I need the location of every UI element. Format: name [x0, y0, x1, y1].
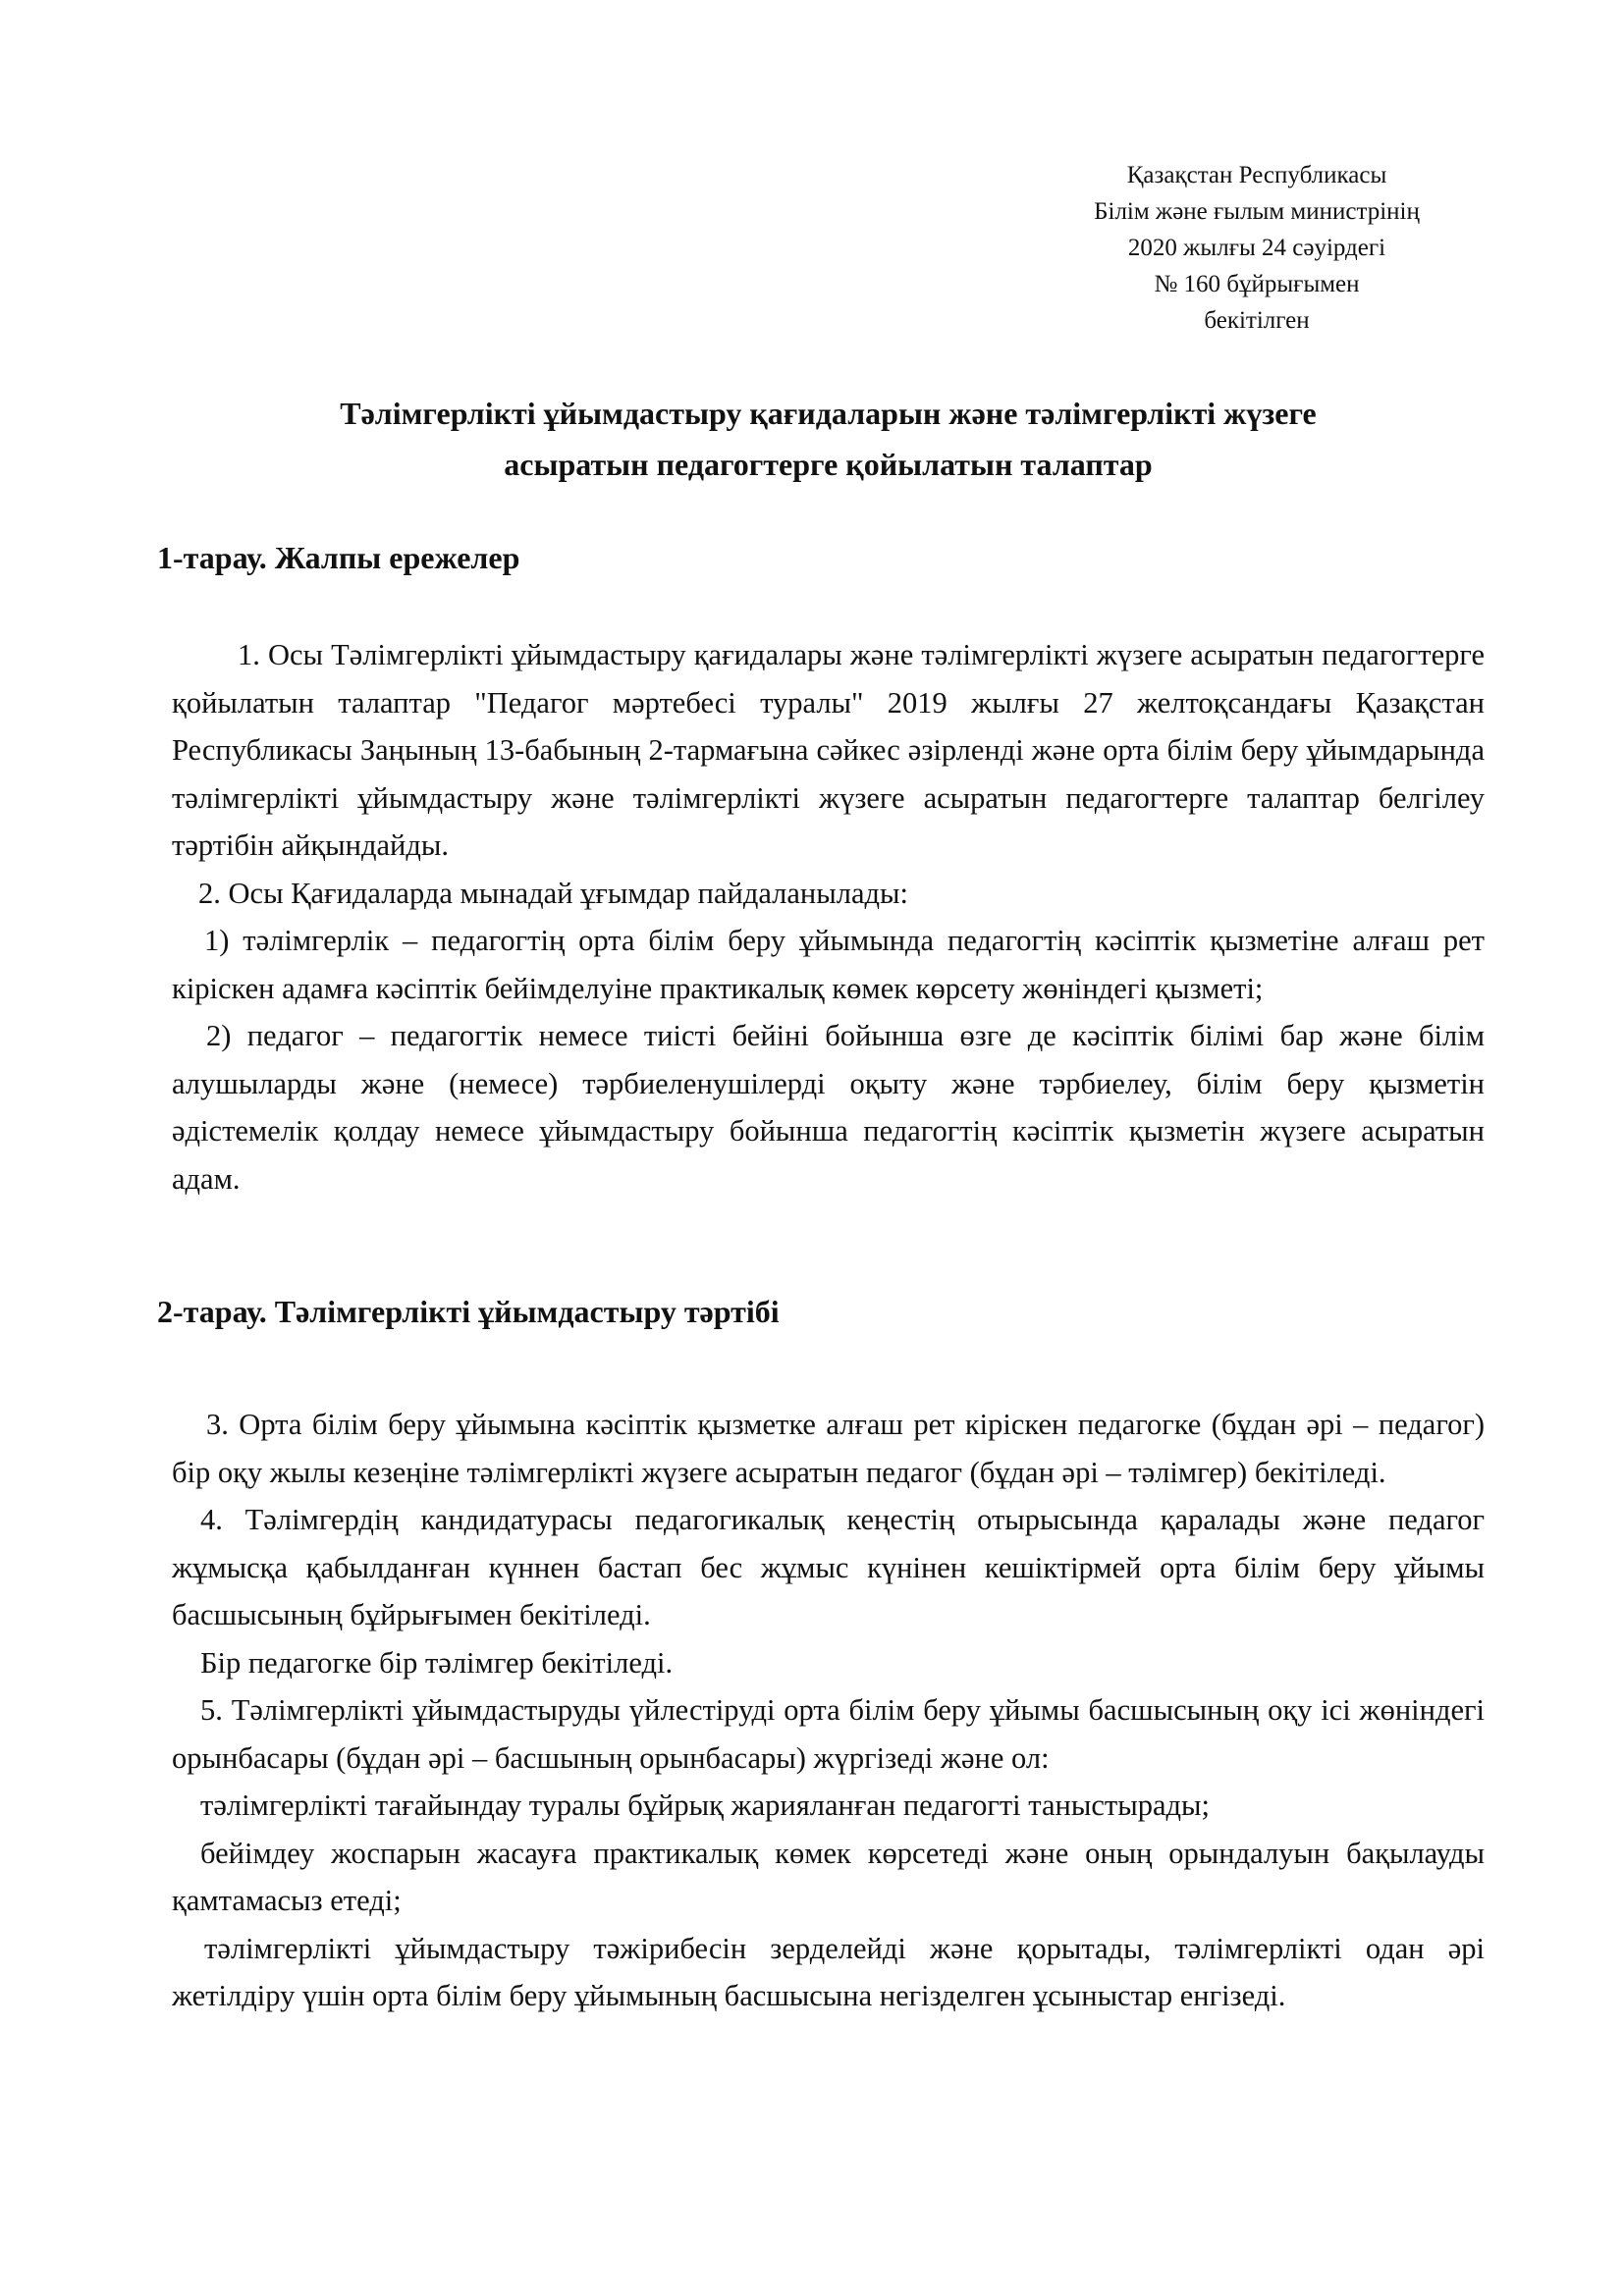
section-heading-1: 1-тарау. Жалпы ережелер [157, 540, 520, 575]
paragraph: 3. Орта білім беру ұйымына кәсіптік қызметке алғаш рет кірiскен педагогке (бұдан әрі – педагог) бір оқу жылы кезеңіне тәлімгерлікті жүзеге асыратын педагог (бұдан әрі – тәлімгер) бекітіледі. [172, 1408, 1485, 1489]
paragraph: Бір педагогке бір тәлімгер бекітіледі. [200, 1645, 674, 1680]
paragraph: тәлімгерлікті ұйымдастыру тәжірибесін зерделейді және қорытады, тәлімгерлікті одан әрі жетілдіру үшін орта білім беру ұйымының басшысына негізделген ұсыныстар енгізеді. [172, 1931, 1485, 2012]
approval-line: бекітілген [1204, 307, 1310, 334]
approval-line: Білім және ғылым министрінің [1094, 198, 1420, 225]
approval-line: Қазақстан Республикасы [1126, 162, 1387, 188]
title-line-1: Тәлімгерлікті ұйымдастыру қағидаларын және тәлімгерлікті жүзеге [340, 396, 1317, 431]
section-2-body [172, 1401, 1485, 2020]
section-1-body [172, 631, 1485, 1202]
paragraph: тәлімгерлікті тағайындау туралы бұйрық жарияланған педагогті таныстырады; [200, 1789, 1210, 1822]
paragraph: 2) педагог – педагогтік немесе тиісті бейіні бойынша өзге де кәсіптік білімі бар және білім алушыларды және (немесе) тәрбиеленушілерді оқыту және тәрбиелеу, білім беру қызметін әдістемелік қолдау немесе ұйымдастыру бойынша педагогтің кәсіптік қызметін жүзеге асыратын адам. [172, 1019, 1485, 1196]
paragraph: 5. Тәлімгерлікті ұйымдастыруды үйлестіруді орта білім беру ұйымы басшысының оқу ісі жөніндегі орынбасары (бұдан әрі – басшының орынбасары) жүргізеді және ол: [172, 1693, 1485, 1775]
paragraph: 1. Осы Тәлімгерлікті ұйымдастыру қағидалары және тәлімгерлікті жүзеге асыратын педагогтерге қойылатын талаптар "Педагог мәртебесі туралы" 2019 жылғы 27 желтоқсандағы Қазақстан Республикасы Заңының 13-бабының 2-тармағына сәйкес әзірленді және орта білім беру ұйымдарында тәлімгерлікті ұйымдастыру және тәлімгерлікті жүзеге асыратын педагогтерге талаптар белгілеу тәртібін айқындайды. [172, 638, 1485, 862]
approval-stamp [1021, 157, 1492, 339]
document-title [172, 388, 1485, 490]
approval-line: 2020 жылғы 24 сәуірдегі [1127, 235, 1386, 261]
paragraph: 4. Тәлімгердің кандидатурасы педагогикалық кеңестің отырысында қаралады және педагог жұмысқа қабылданған күннен бастап бес жұмыс күнінен кешіктірмей орта білім беру ұйымы басшысының бұйрығымен бекітіледі. [172, 1503, 1485, 1631]
section-heading-2: 2-тарау. Тәлімгерлікті ұйымдастыру тәртібі [157, 1294, 780, 1329]
title-line-2: асыратын педагогтерге қойылатын талаптар [504, 447, 1153, 482]
paragraph: 1) тәлімгерлік – педагогтің орта білім беру ұйымында педагогтің кәсіптік қызметіне алғаш рет кірiскен адамға кәсіптік бейімделуіне практикалық көмек көрсету жөніндегі қызметі; [172, 924, 1485, 1005]
approval-line: № 160 бұйрығымен [1154, 271, 1360, 297]
paragraph: 2. Осы Қағидаларда мынадай ұғымдар пайдаланылады: [198, 876, 908, 910]
paragraph: бейімдеу жоспарын жасауға практикалық көмек көрсетеді және оның орындалуын бақылауды қамтамасыз етеді; [172, 1836, 1485, 1917]
